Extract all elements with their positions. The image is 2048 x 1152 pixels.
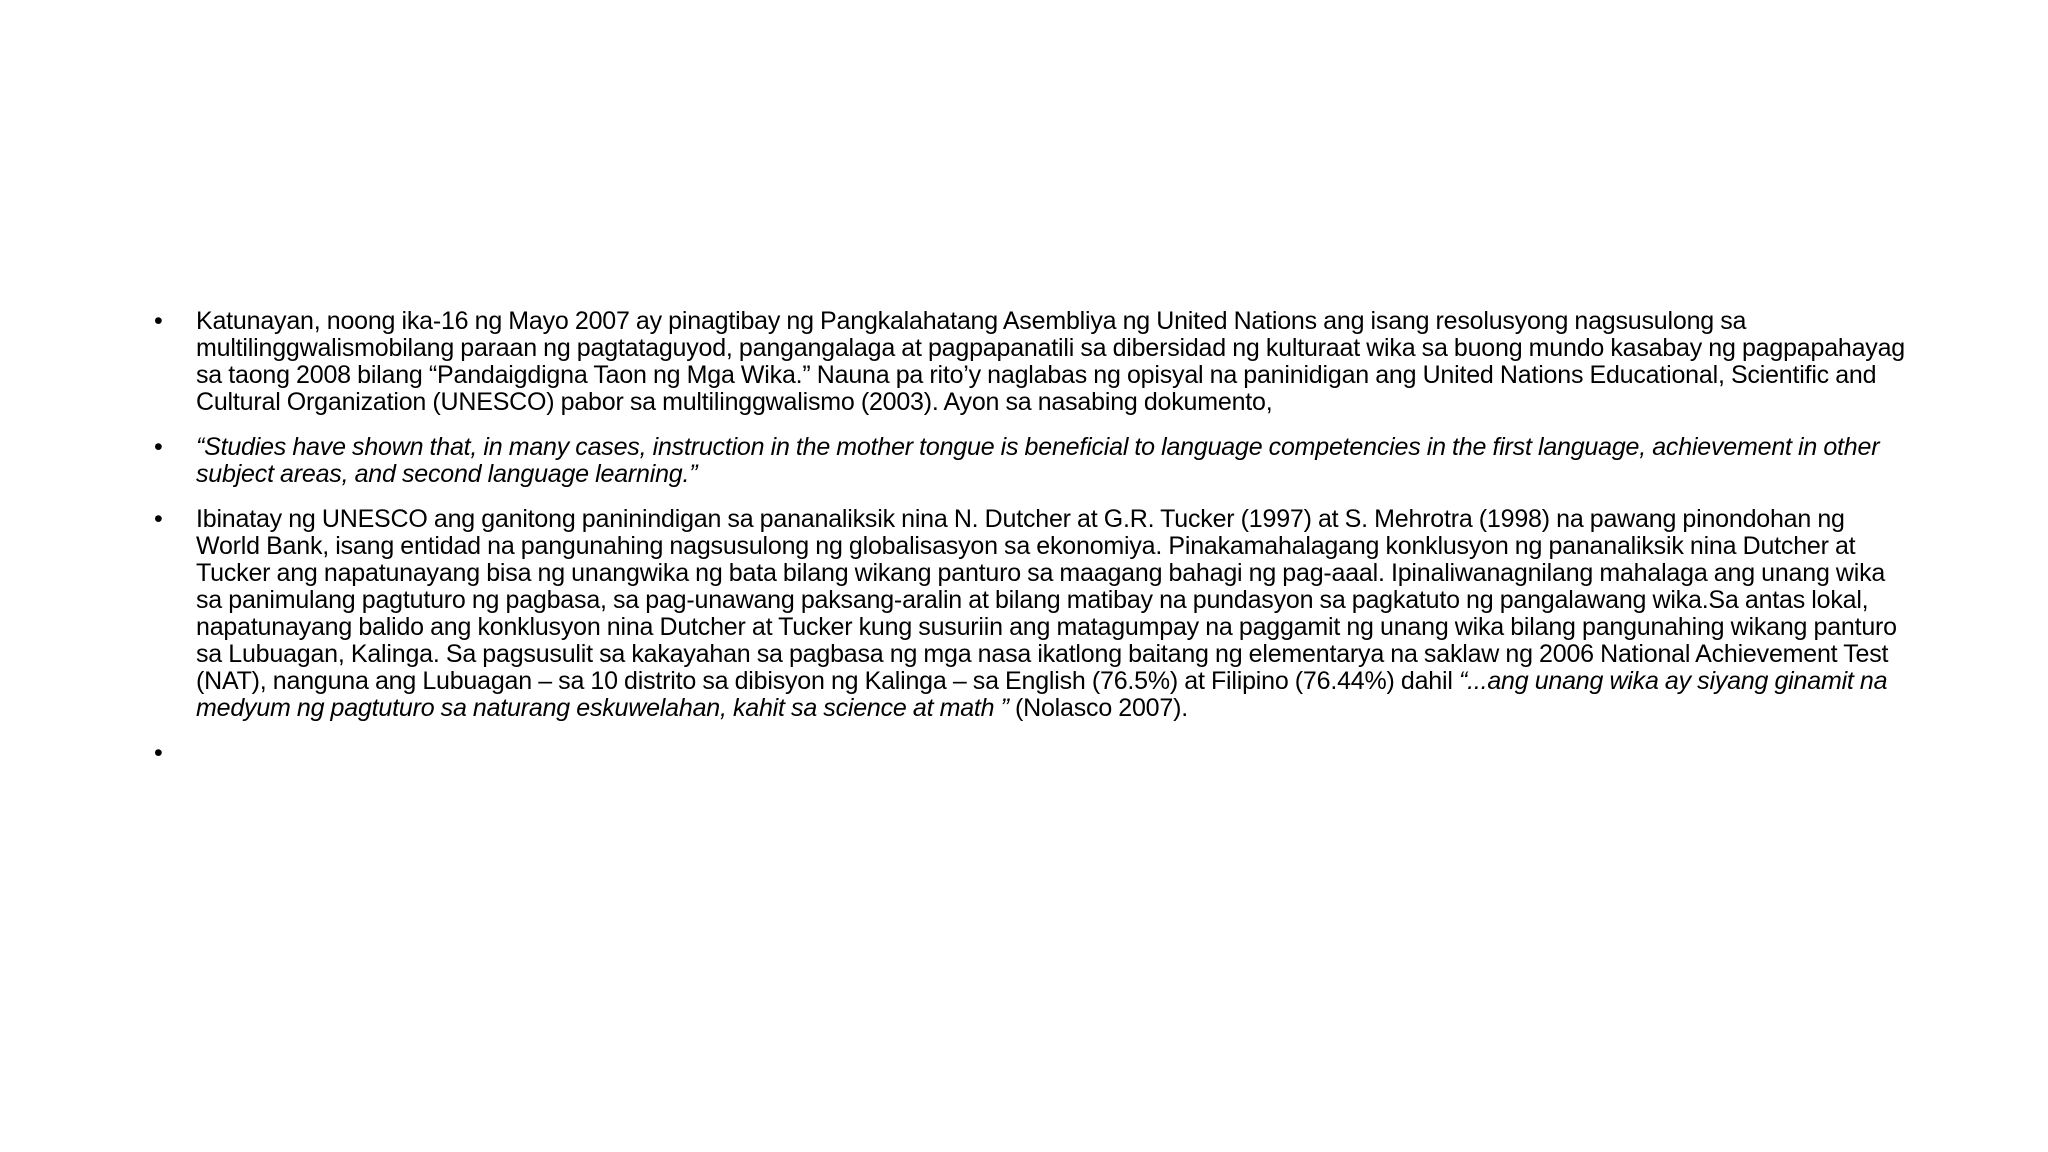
bullet-dot: • xyxy=(154,739,163,767)
bullet-text: Katunayan, noong ika-16 ng Mayo 2007 ay pinagtibay ng Pangkalahatang Asembliya ng United Nations ang isang resolusyong nagsusulong sa multilinggwalismobilang paraan ng pagtataguyod, pangangalaga at pagpapanatili sa dibersidad ng kulturaat wika sa buong mundo kasabay ng pagpapahayag sa taong 2008 bilang “Pandaigdigna Taon ng Mga Wika.” Nauna pa rito’y naglabas ng opisyal na paninidigan ang United Nations Educational, Scientific and Cultural Organization (UNESCO) pabor sa multilinggwalismo (2003). Ayon sa nasabing dokumento, xyxy=(196,307,1906,416)
bullet-text-quote: “Studies have shown that, in many cases, instruction in the mother tongue is beneficial to language competencies in the first language, achievement in other subject areas, and second language learning.” xyxy=(196,433,1880,488)
bullet-dot: • xyxy=(154,307,163,335)
bullet-item-quote xyxy=(152,434,1912,488)
empty-bullet-text xyxy=(196,740,1912,767)
bullet-text: Ibinatay ng UNESCO ang ganitong paninindigan sa pananaliksik nina N. Dutcher at G.R. Tucker (1997) at S. Mehrotra (1998) na pawang pinondohan ng World Bank, isang entidad na pangunahing nagsusulong ng globalisasyon sa ekonomiya. Pinakamahalagang konklusyon ng pananaliksik nina Dutcher at Tucker ang napatunayang bisa ng unangwika ng bata bilang wikang panturo sa maagang bahagi ng pag-aaal. Ipinaliwanagnilang mahalaga ang unang wika sa panimulang pagtuturo ng pagbasa, sa pag-unawang paksang-aralin at bilang matibay na pundasyon sa pagkatuto ng pangalawang wika.Sa antas lokal, napatunayang balido ang konklusyon nina Dutcher at Tucker kung susuriin ang matagumpay na paggamit ng unang wika bilang pangunahing wikang panturo sa Lubuagan, Kalinga. Sa pagsusulit sa kakayahan sa pagbasa ng mga nasa ikatlong baitang ng elementarya na saklaw ng 2006 National Achievement Test (NAT), nanguna ang Lubuagan – sa 10 distrito sa dibisyon ng Kalinga – sa English (76.5%) at Filipino (76.44%) dahil xyxy=(196,505,1897,695)
bullet-citation: (Nolasco 2007). xyxy=(1008,694,1188,722)
bullet-item-empty xyxy=(152,740,1912,767)
bullet-item-resolution xyxy=(152,308,1912,416)
bullet-dot: • xyxy=(154,433,163,461)
bullet-item-research xyxy=(152,506,1912,722)
bullet-list xyxy=(152,308,1912,785)
bullet-inline-quote: “...ang unang wika ay siyang ginamit na medyum ng pagtuturo sa naturang eskuwelahan, kahit sa science at math ” xyxy=(196,667,1888,722)
bullet-dot: • xyxy=(154,505,163,533)
